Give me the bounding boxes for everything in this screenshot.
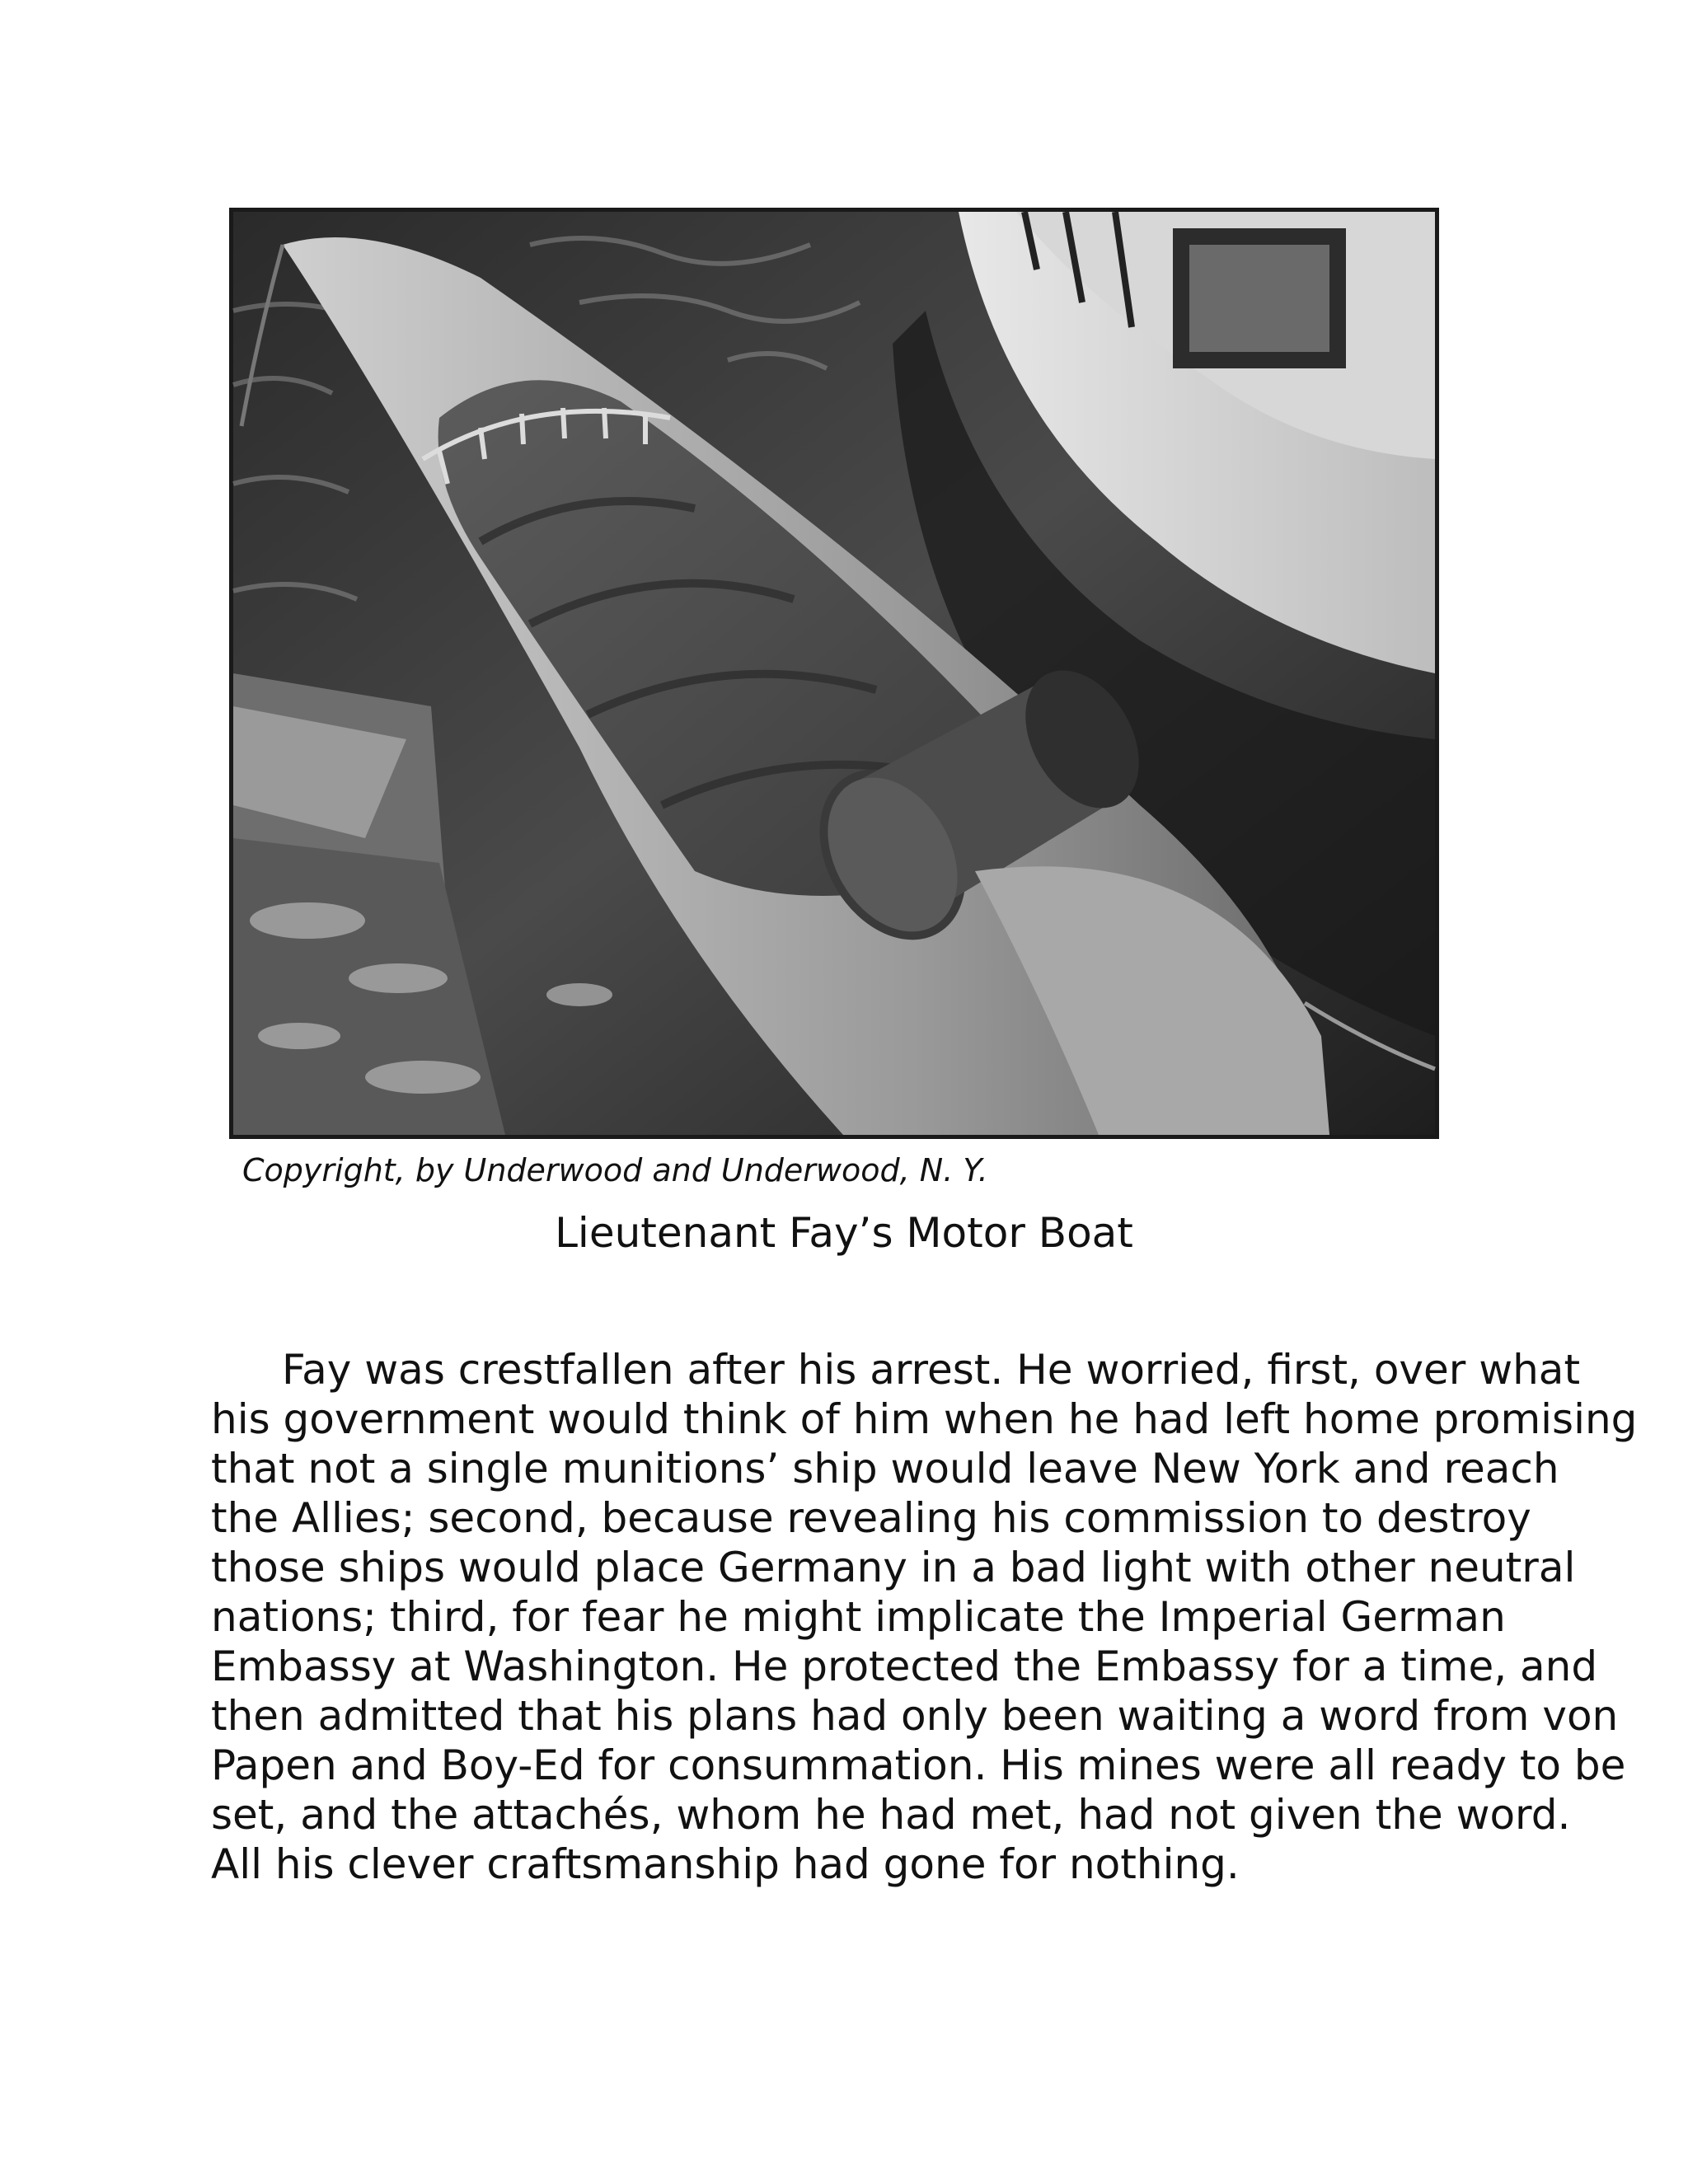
paragraph-line: nations; third, for fear he might implicate the Imperial German [211, 1593, 1506, 1641]
body-paragraph [211, 1345, 1638, 1889]
figure-caption: Lieutenant Fay’s Motor Boat [555, 1209, 1133, 1257]
motor-boat-photo-image [233, 212, 1435, 1135]
paragraph-line: Embassy at Washington. He protected the Embassy for a time, and [211, 1643, 1598, 1690]
paragraph-line: then admitted that his plans had only been waiting a word from von [211, 1692, 1619, 1740]
paragraph-line: his government would think of him when he had left home promising [211, 1395, 1638, 1443]
paragraph-line: All his clever craftsmanship had gone for nothing. [211, 1840, 1240, 1888]
motor-boat-photograph [229, 208, 1439, 1139]
paragraph-line: the Allies; second, because revealing his commission to destroy [211, 1494, 1531, 1542]
photo-credit: Copyright, by Underwood and Underwood, N. Y. [242, 1152, 988, 1188]
paragraph-line: Papen and Boy-Ed for consummation. His mines were all ready to be [211, 1741, 1626, 1789]
paragraph-line: those ships would place Germany in a bad light with other neutral [211, 1544, 1576, 1591]
paragraph-line: that not a single munitions’ ship would leave New York and reach [211, 1445, 1559, 1493]
paragraph-line: Fay was crestfallen after his arrest. He worried, first, over what [282, 1346, 1581, 1394]
paragraph-line: set, and the attachés, whom he had met, had not given the word. [211, 1791, 1571, 1839]
